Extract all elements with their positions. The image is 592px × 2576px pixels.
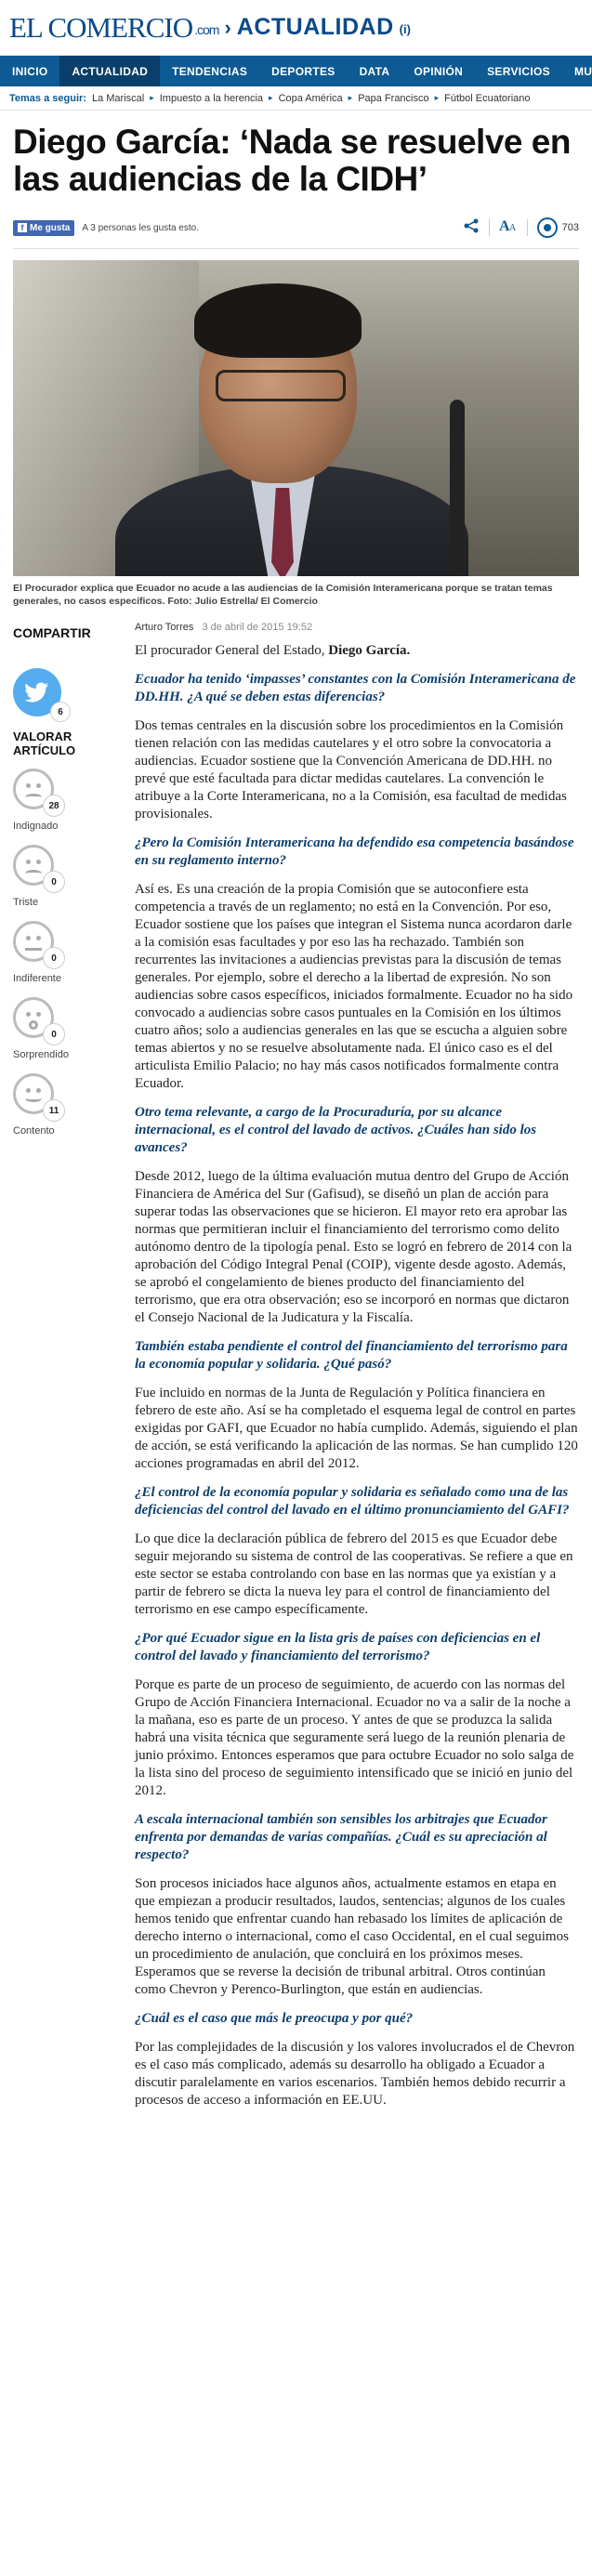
logo-text: EL COMERCIO bbox=[9, 10, 193, 44]
section-title[interactable]: ACTUALIDAD bbox=[236, 14, 394, 40]
triangle-right-icon: ▸ bbox=[269, 93, 273, 102]
divider bbox=[489, 219, 490, 236]
svg-text:A: A bbox=[508, 223, 516, 233]
eye-icon bbox=[537, 217, 558, 238]
social-bar bbox=[13, 215, 579, 249]
article-body bbox=[135, 622, 579, 2109]
views-count: 703 bbox=[561, 222, 579, 233]
mood-triste[interactable] bbox=[13, 845, 115, 910]
social-actions bbox=[463, 217, 579, 238]
mood-count: 0 bbox=[43, 1023, 65, 1045]
question-paragraph: A escala internacional también son sensibles los arbitrajes que Ecuador enfrenta por demandas de varias compañías. ¿Cuál es su apreciación al respecto? bbox=[135, 1812, 547, 1862]
nav-item-deportes[interactable]: DEPORTES bbox=[271, 64, 335, 78]
intro-prefix: El procurador General del Estado, bbox=[135, 643, 329, 658]
chevron-right-icon: › bbox=[224, 15, 231, 39]
like-count-text: A 3 personas les gusta esto. bbox=[82, 222, 199, 233]
photo-caption: El Procurador explica que Ecuador no acude a las audiencias de la Comisión Interamericana porque se tratan temas generales, no casos específicos. Foto: Julio Estrella/ El Comercio bbox=[13, 583, 553, 607]
question-paragraph: También estaba pendiente el control del financiamiento del terrorismo para la economía popular y solidaria. ¿Qué pasó? bbox=[135, 1339, 568, 1372]
nav-item-inicio[interactable]: INICIO bbox=[12, 64, 48, 78]
mood-count: 28 bbox=[43, 795, 65, 817]
text-size-icon[interactable] bbox=[499, 217, 518, 238]
svg-text:A: A bbox=[498, 218, 510, 234]
mood-sorprendido[interactable] bbox=[13, 997, 115, 1062]
article-sidebar bbox=[13, 622, 115, 1138]
triangle-right-icon: ▸ bbox=[150, 93, 154, 102]
question-paragraph: ¿El control de la economía popular y solidaria es señalado como una de las deficiencias del control del lavado en el último pronunciamiento del GAFI? bbox=[135, 1485, 570, 1518]
answer-paragraph: Dos temas centrales en la discusión sobre los procedimientos en la Comisión tienen relación con las medidas cautelares y el otro sobre la convocatoria a audiencias. Ecuador sostiene que la Convención Americana de DD.HH. no prevé que esté facultada para dictar medidas cautelares. La convención le atribuye a la Corte Interamericana, no a la Comisión, esa facultad de medidas provisionales. bbox=[135, 718, 567, 821]
triangle-right-icon: ▸ bbox=[348, 93, 353, 102]
topic-link[interactable]: Copa América bbox=[278, 92, 343, 104]
intro-name: Diego García. bbox=[328, 643, 411, 658]
nav-item-servicios[interactable]: SERVICIOS bbox=[487, 64, 550, 78]
main-nav bbox=[0, 56, 592, 86]
topic-link[interactable]: Papa Francisco bbox=[358, 92, 429, 104]
nav-item-tendencias[interactable]: TENDENCIAS bbox=[172, 64, 248, 78]
facebook-icon: f bbox=[18, 223, 27, 232]
answer-paragraph: Desde 2012, luego de la última evaluación mutua dentro del Grupo de Acción Financiera de América del Sur (Gafisud), se diseñó un plan de acción para superar todas las observaciones que se hicieron. El mayor reto era aprobar las normas que permitieran incluir el financiamiento del terrorismo como delito autónomo dentro de la tipología penal. Esto se logró en febrero de 2014 con la aprobación del Código Integral Penal (COIP), vigente desde agosto. Además, se aprobó el congelamiento de bienes producto del financiamiento del terrorismo, que era otra observación; eso se incorporó en normas que dictaron el Consejo Nacional de la Judicatura y la Fiscalía. bbox=[135, 1169, 572, 1325]
mood-indignado[interactable] bbox=[13, 769, 115, 834]
mood-count: 0 bbox=[43, 871, 65, 893]
nav-item-mu[interactable]: MU bbox=[573, 64, 592, 78]
mood-label: Contento bbox=[13, 1125, 55, 1137]
answer-paragraph: Fue incluido en normas de la Junta de Regulación y Política financiera en febrero de este año. Así se ha completado el esquema legal de control en partes exigidas por GAFI, que Ecuador no había cumplido. Además, siguiendo el plan de acción, se está verificando la aplicación de las normas. Se han cumplido 120 acciones programadas en abril del 2012. bbox=[135, 1386, 578, 1471]
rate-title: VALORAR ARTÍCULO bbox=[13, 729, 76, 757]
mood-contento[interactable] bbox=[13, 1073, 115, 1138]
mood-label: Triste bbox=[13, 897, 39, 908]
site-logo[interactable] bbox=[9, 11, 222, 45]
intro-paragraph bbox=[135, 642, 579, 660]
answer-paragraph: Porque es parte de un proceso de seguimiento, de acuerdo con las normas del Grupo de Acción Financiera Internacional. Ecuador no va a salir de la noche a la mañana, eso es parte de un proceso. Y antes de que se produzca la salida habrá una visita técnica que seguramente será luego de la reunión plenaria de junio próximo. Entonces esperamos que para octubre Ecuador no solo salga de la lista sino del proceso de seguimiento intensificado que se inició en junio del 2012. bbox=[135, 1677, 574, 1798]
mood-label: Indignado bbox=[13, 821, 59, 832]
article-photo bbox=[13, 260, 579, 576]
article-headline: Diego García: ‘Nada se resuelve en las audiencias de la CIDH’ bbox=[13, 123, 571, 198]
triangle-right-icon: ▸ bbox=[434, 93, 440, 102]
topic-link[interactable]: La Mariscal bbox=[91, 92, 145, 104]
share-title: COMPARTIR bbox=[13, 625, 91, 640]
question-paragraph: Otro tema relevante, a cargo de la Procuraduría, por su alcance internacional, es el control del lavado de activos. ¿Cuáles han sido los avances? bbox=[135, 1105, 537, 1155]
nav-item-data[interactable]: DATA bbox=[359, 64, 390, 78]
mood-label: Indiferente bbox=[13, 973, 61, 984]
nav-item-opinion[interactable]: OPINIÓN bbox=[414, 64, 464, 78]
topics-label: Temas a seguir: bbox=[9, 92, 86, 104]
answer-paragraph: Lo que dice la declaración pública de febrero del 2015 es que Ecuador debe seguir mejorando su sistema de control de las cooperativas. Se refiere a que en este sector se estaba controlando con base en las normas que ya existían y a partir de febrero se dicta la nueva ley para el control de financiamiento del terrorismo en ese campo específicamente. bbox=[135, 1531, 573, 1617]
like-label: Me gusta bbox=[30, 222, 71, 233]
divider bbox=[527, 219, 528, 236]
mood-count: 11 bbox=[43, 1099, 65, 1122]
answer-paragraph: Son procesos iniciados hace algunos años, actualmente estamos en etapa en que empiezan a producir resultados, laudos, sentencias; algunos de los cuales hemos tenido que enfrentar cuando han rebasado los límites de aplicación de derecho interno o internacional, como el caso Occidental, en el cual seguimos un procedimiento de anulación, que concluirá en los próximos meses. Esperamos que se reverse la decisión de tribunal arbitral. Otros continúan como Chevron y Perenco-Burlington, que están en audiencias. bbox=[135, 1876, 569, 1997]
question-paragraph: ¿Pero la Comisión Interamericana ha defendido esa competencia basándose en su reglamento interno? bbox=[135, 835, 574, 868]
question-paragraph: ¿Por qué Ecuador sigue en la lista gris de países con deficiencias en el control del lavado y financiamiento del terrorismo? bbox=[135, 1631, 541, 1663]
question-paragraph: ¿Cuál es el caso que más le preocupa y por qué? bbox=[135, 2011, 414, 2026]
question-paragraph: Ecuador ha tenido ‘impasses’ constantes con la Comisión Interamericana de DD.HH. ¿A qué se deben estas diferencias? bbox=[135, 672, 576, 704]
publish-date: 3 de abril de 2015 19:52 bbox=[202, 622, 313, 633]
topic-link[interactable]: Impuesto a la herencia bbox=[159, 92, 264, 104]
topics-bar bbox=[0, 86, 592, 111]
twitter-share-button[interactable] bbox=[13, 668, 65, 720]
twitter-count: 6 bbox=[50, 702, 71, 722]
mood-indiferente[interactable] bbox=[13, 921, 115, 986]
byline bbox=[135, 622, 579, 633]
answer-paragraph: Por las complejidades de la discusión y los valores involucrados el de Chevron es el caso más complicado, además su desarrollo ha obligado a Ecuador a discutir paralelamente en varios escenarios. También hemos debido recurrir a procesos de acceso a información en EE.UU. bbox=[135, 2040, 575, 2108]
share-icon[interactable] bbox=[463, 217, 480, 238]
logo-suffix: .com bbox=[194, 21, 219, 37]
facebook-like-button[interactable] bbox=[13, 220, 74, 236]
mood-count: 0 bbox=[43, 947, 65, 969]
topic-link[interactable]: Fútbol Ecuatoriano bbox=[444, 92, 531, 104]
site-header bbox=[0, 0, 592, 56]
mood-label: Sorprendido bbox=[13, 1049, 69, 1060]
answer-paragraph: Así es. Es una creación de la propia Comisión que se autoconfiere esta competencia a través de un reglamento; no está en la Convención. Por eso, Ecuador sostiene que los países que integran el Sistema nunca acordaron darle a la comisión esas facultades y por eso las ha rechazado. También son recurrentes las invitaciones a audiencias previstas para la discusión de temas generales. Por ejemplo, sobre el derecho a la libertad de expresión. No son audiencias sobre casos específicos, iniciados formalmente. Ecuador no ha sido convocado a audiencias sobre casos puntuales en la Comisión en los últimos cuatro años; solo a audiencias generales en las que se escucha a alguien sobre temas abiertos y no se resuelve absolutamente nada. El único caso es el del articulista Emilio Palacio; no hay más casos notificados formalmente contra Ecuador. bbox=[135, 882, 573, 1091]
views-counter bbox=[537, 217, 579, 238]
section-info-badge[interactable]: (i) bbox=[399, 22, 411, 36]
nav-item-actualidad[interactable]: ACTUALIDAD bbox=[59, 56, 160, 86]
author-name[interactable]: Arturo Torres bbox=[135, 622, 194, 633]
